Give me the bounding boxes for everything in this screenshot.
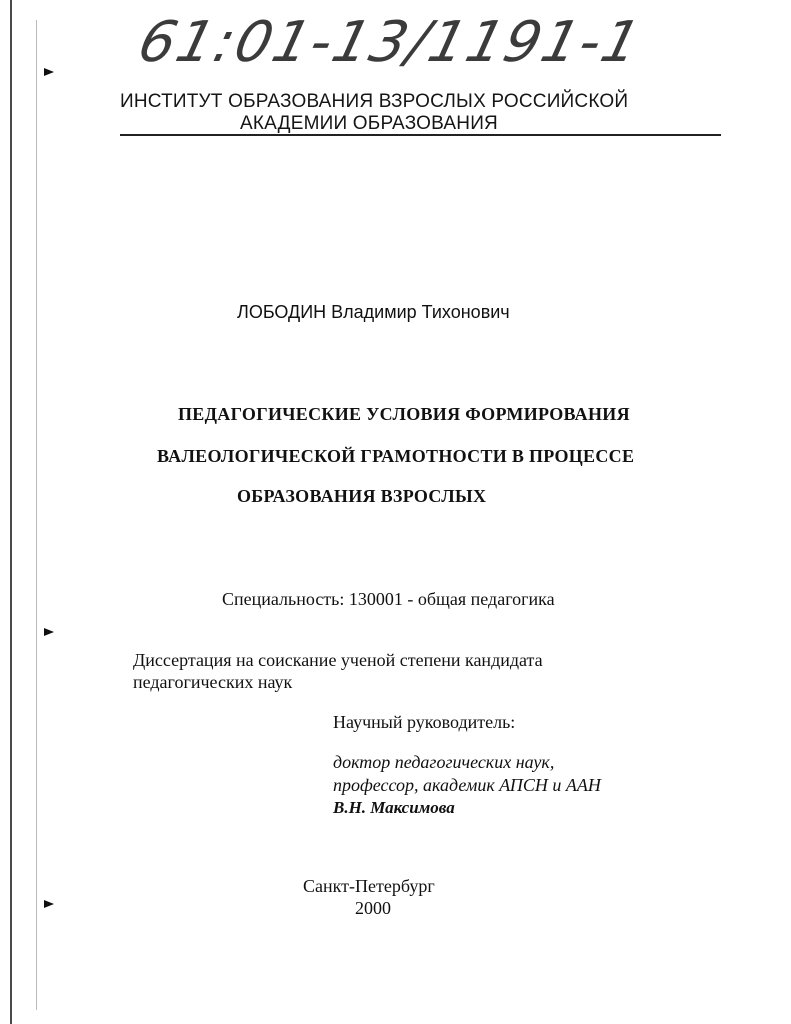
- specialty: Специальность: 130001 - общая педагогика: [222, 589, 555, 609]
- institute-line-2: АКАДЕМИИ ОБРАЗОВАНИЯ: [240, 113, 498, 134]
- dissertation-line-2: педагогических наук: [133, 672, 293, 692]
- binding-mark-icon: [44, 900, 54, 908]
- title-line-2: ВАЛЕОЛОГИЧЕСКОЙ ГРАМОТНОСТИ В ПРОЦЕССЕ: [157, 446, 635, 466]
- scan-edge-line-faint: [36, 20, 37, 1010]
- header-divider: [120, 134, 721, 136]
- binding-mark-icon: [44, 68, 54, 76]
- supervisor-degree: доктор педагогических наук,: [333, 752, 555, 772]
- supervisor-title: профессор, академик АПСН и ААН: [333, 775, 601, 795]
- supervisor-label: Научный руководитель:: [333, 712, 516, 732]
- title-line-3: ОБРАЗОВАНИЯ ВЗРОСЛЫХ: [237, 486, 487, 506]
- scan-edge-line: [10, 0, 12, 1024]
- dissertation-line-1: Диссертация на соискание ученой степени кандидата: [133, 650, 543, 670]
- title-line-1: ПЕДАГОГИЧЕСКИЕ УСЛОВИЯ ФОРМИРОВАНИЯ: [178, 404, 630, 424]
- city: Санкт-Петербург: [303, 876, 435, 896]
- archive-number: 61:01-13/1191-1: [131, 10, 649, 75]
- year: 2000: [355, 898, 391, 918]
- supervisor-name: В.Н. Максимова: [333, 798, 455, 817]
- author-name: ЛОБОДИН Владимир Тихонович: [237, 302, 510, 322]
- binding-mark-icon: [44, 628, 54, 636]
- institute-line-1: ИНСТИТУТ ОБРАЗОВАНИЯ ВЗРОСЛЫХ РОССИЙСКОЙ: [120, 91, 629, 112]
